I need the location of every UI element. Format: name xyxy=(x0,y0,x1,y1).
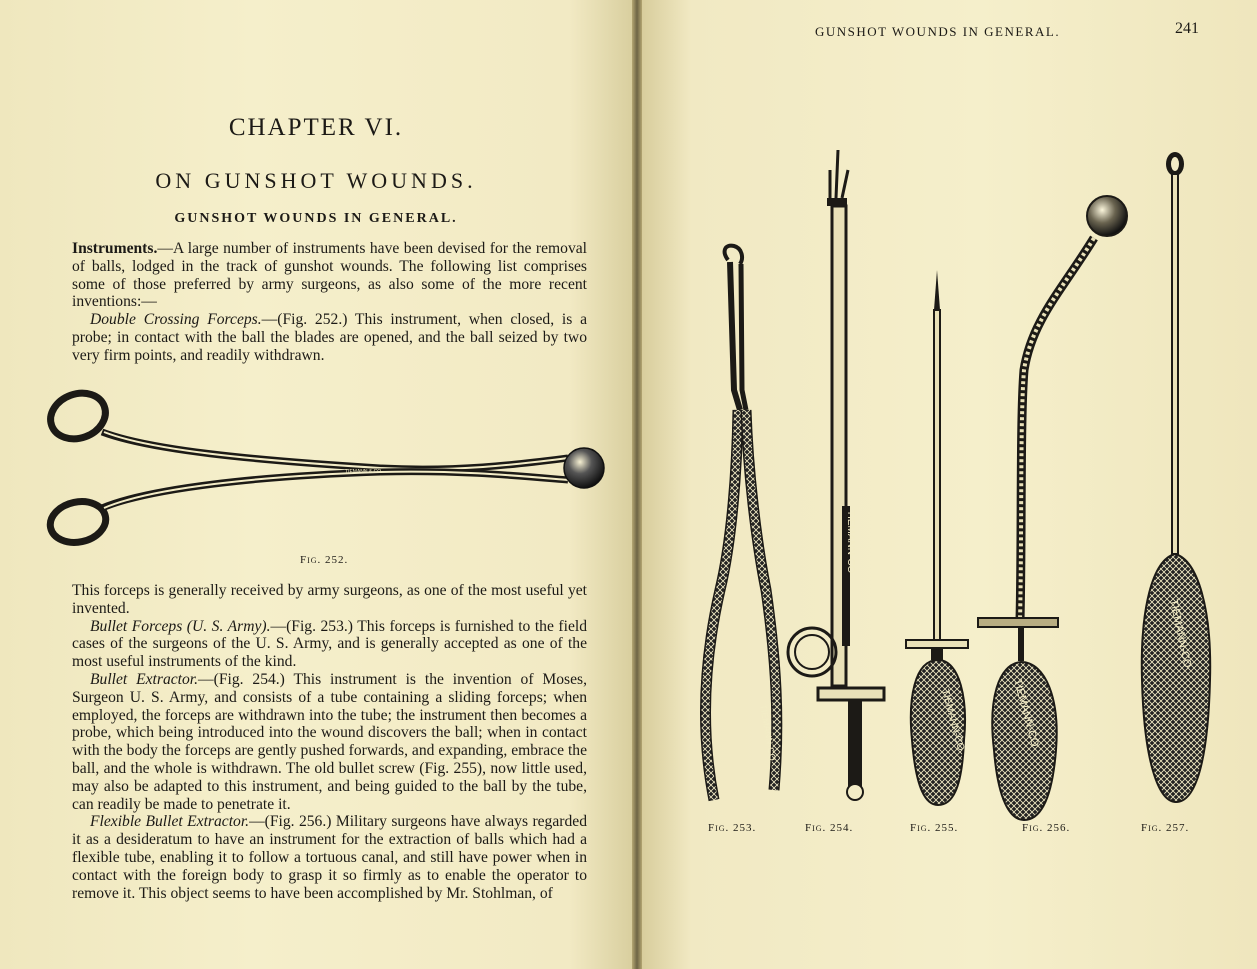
flexible-extractor-lead: Flexible Bullet Extractor. xyxy=(90,813,250,831)
fig-253-caption: Fig. 253. xyxy=(708,822,757,834)
fig-255-bullet-screw xyxy=(906,270,968,805)
running-head: GUNSHOT WOUNDS IN GENERAL. xyxy=(815,24,1061,39)
chapter-heading: CHAPTER VI. xyxy=(228,114,404,141)
intro-text xyxy=(72,240,587,365)
page-number: 241 xyxy=(1175,20,1199,37)
bullet-forceps-lead: Bullet Forceps (U. S. Army). xyxy=(90,617,271,635)
fig-252-caption: Fig. 252. xyxy=(300,554,349,566)
bullet-extractor-text: —(Fig. 254.) This instrument is the invention of Moses, Surgeon U. S. Army, and consists of a tube containing a sliding forceps; when employed, the forceps are withdrawn into the tube; the instrument then becomes a probe, which being introduced into the wound discovers the ball; when in contact with the body the forceps are gently pushed forwards, and expanding, embrace the ball, and the whole is withdrawn. The old bullet screw (Fig. 255), now little used, may also be adapted to this instrument, and being guided to the ball by the tube, can readily be made to penetrate it. xyxy=(72,670,588,813)
fig-253-engraving: TIEMANN-CO xyxy=(758,703,778,762)
bullet-extractor-lead: Bullet Extractor. xyxy=(90,670,199,688)
bullet-forceps-text: —(Fig. 253.) This forceps is furnished to the field cases of the surgeons of the U. S. Army, and is generally accepted as one of the most useful instruments of the kind. xyxy=(72,617,587,671)
instrument-plate xyxy=(642,140,1257,840)
fig-257-engraving: TIEMANN-CO xyxy=(1167,598,1194,669)
fig-254-bullet-extractor xyxy=(788,150,884,800)
instruments-lead: Instruments. xyxy=(72,240,158,257)
fig-254-caption: Fig. 254. xyxy=(805,822,854,834)
fig-252-engraving: TIEMANN & CO xyxy=(345,469,382,475)
fig-256-caption: Fig. 256. xyxy=(1022,822,1071,834)
fig-257-scoop-probe xyxy=(1142,152,1210,802)
body-text xyxy=(72,582,587,902)
book-gutter xyxy=(632,0,642,969)
fig-256-engraving: TIEMANN-CO xyxy=(1011,677,1041,749)
fig-254-engraving: TIEMANN-CO xyxy=(845,510,856,574)
fig-252-forceps-illustration xyxy=(0,380,632,580)
section-title: GUNSHOT WOUNDS IN GENERAL. xyxy=(174,211,458,226)
fig-257-caption: Fig. 257. xyxy=(1141,822,1190,834)
fig-256-flexible-extractor xyxy=(978,196,1127,820)
double-forceps-text: —(Fig. 252.) This instrument, when closed, is a probe; in contact with the ball the blades are opened, and the ball seized by two very firm points, and readily withdrawn. xyxy=(72,311,587,364)
chapter-title: ON GUNSHOT WOUNDS. xyxy=(155,168,477,193)
double-forceps-lead: Double Crossing Forceps. xyxy=(90,311,262,329)
fig-255-caption: Fig. 255. xyxy=(910,822,959,834)
instruments-text: —A large number of instruments have been devised for the removal of balls, lodged in the track of gunshot wounds. The following list comprises some of those preferred by army surgeons, as also some of the more recent inventions:— xyxy=(72,240,587,311)
right-page xyxy=(642,0,1257,969)
fig-253-bullet-forceps xyxy=(705,246,777,800)
forceps-remark: This forceps is generally received by army surgeons, as one of the most useful yet invented. xyxy=(72,582,587,617)
fig-255-engraving: TIEMANN-CO xyxy=(939,687,967,752)
flexible-extractor-text: —(Fig. 256.) Military surgeons have always regarded it as a desideratum to have an instrument for the extraction of balls which had a flexible tube, enabling it to follow a tortuous canal, and still have power when in contact with the foreign body to grasp it so firmly as to enable the operator to remove it. This object seems to have been accomplished by Mr. Stohlman, of xyxy=(72,813,587,902)
